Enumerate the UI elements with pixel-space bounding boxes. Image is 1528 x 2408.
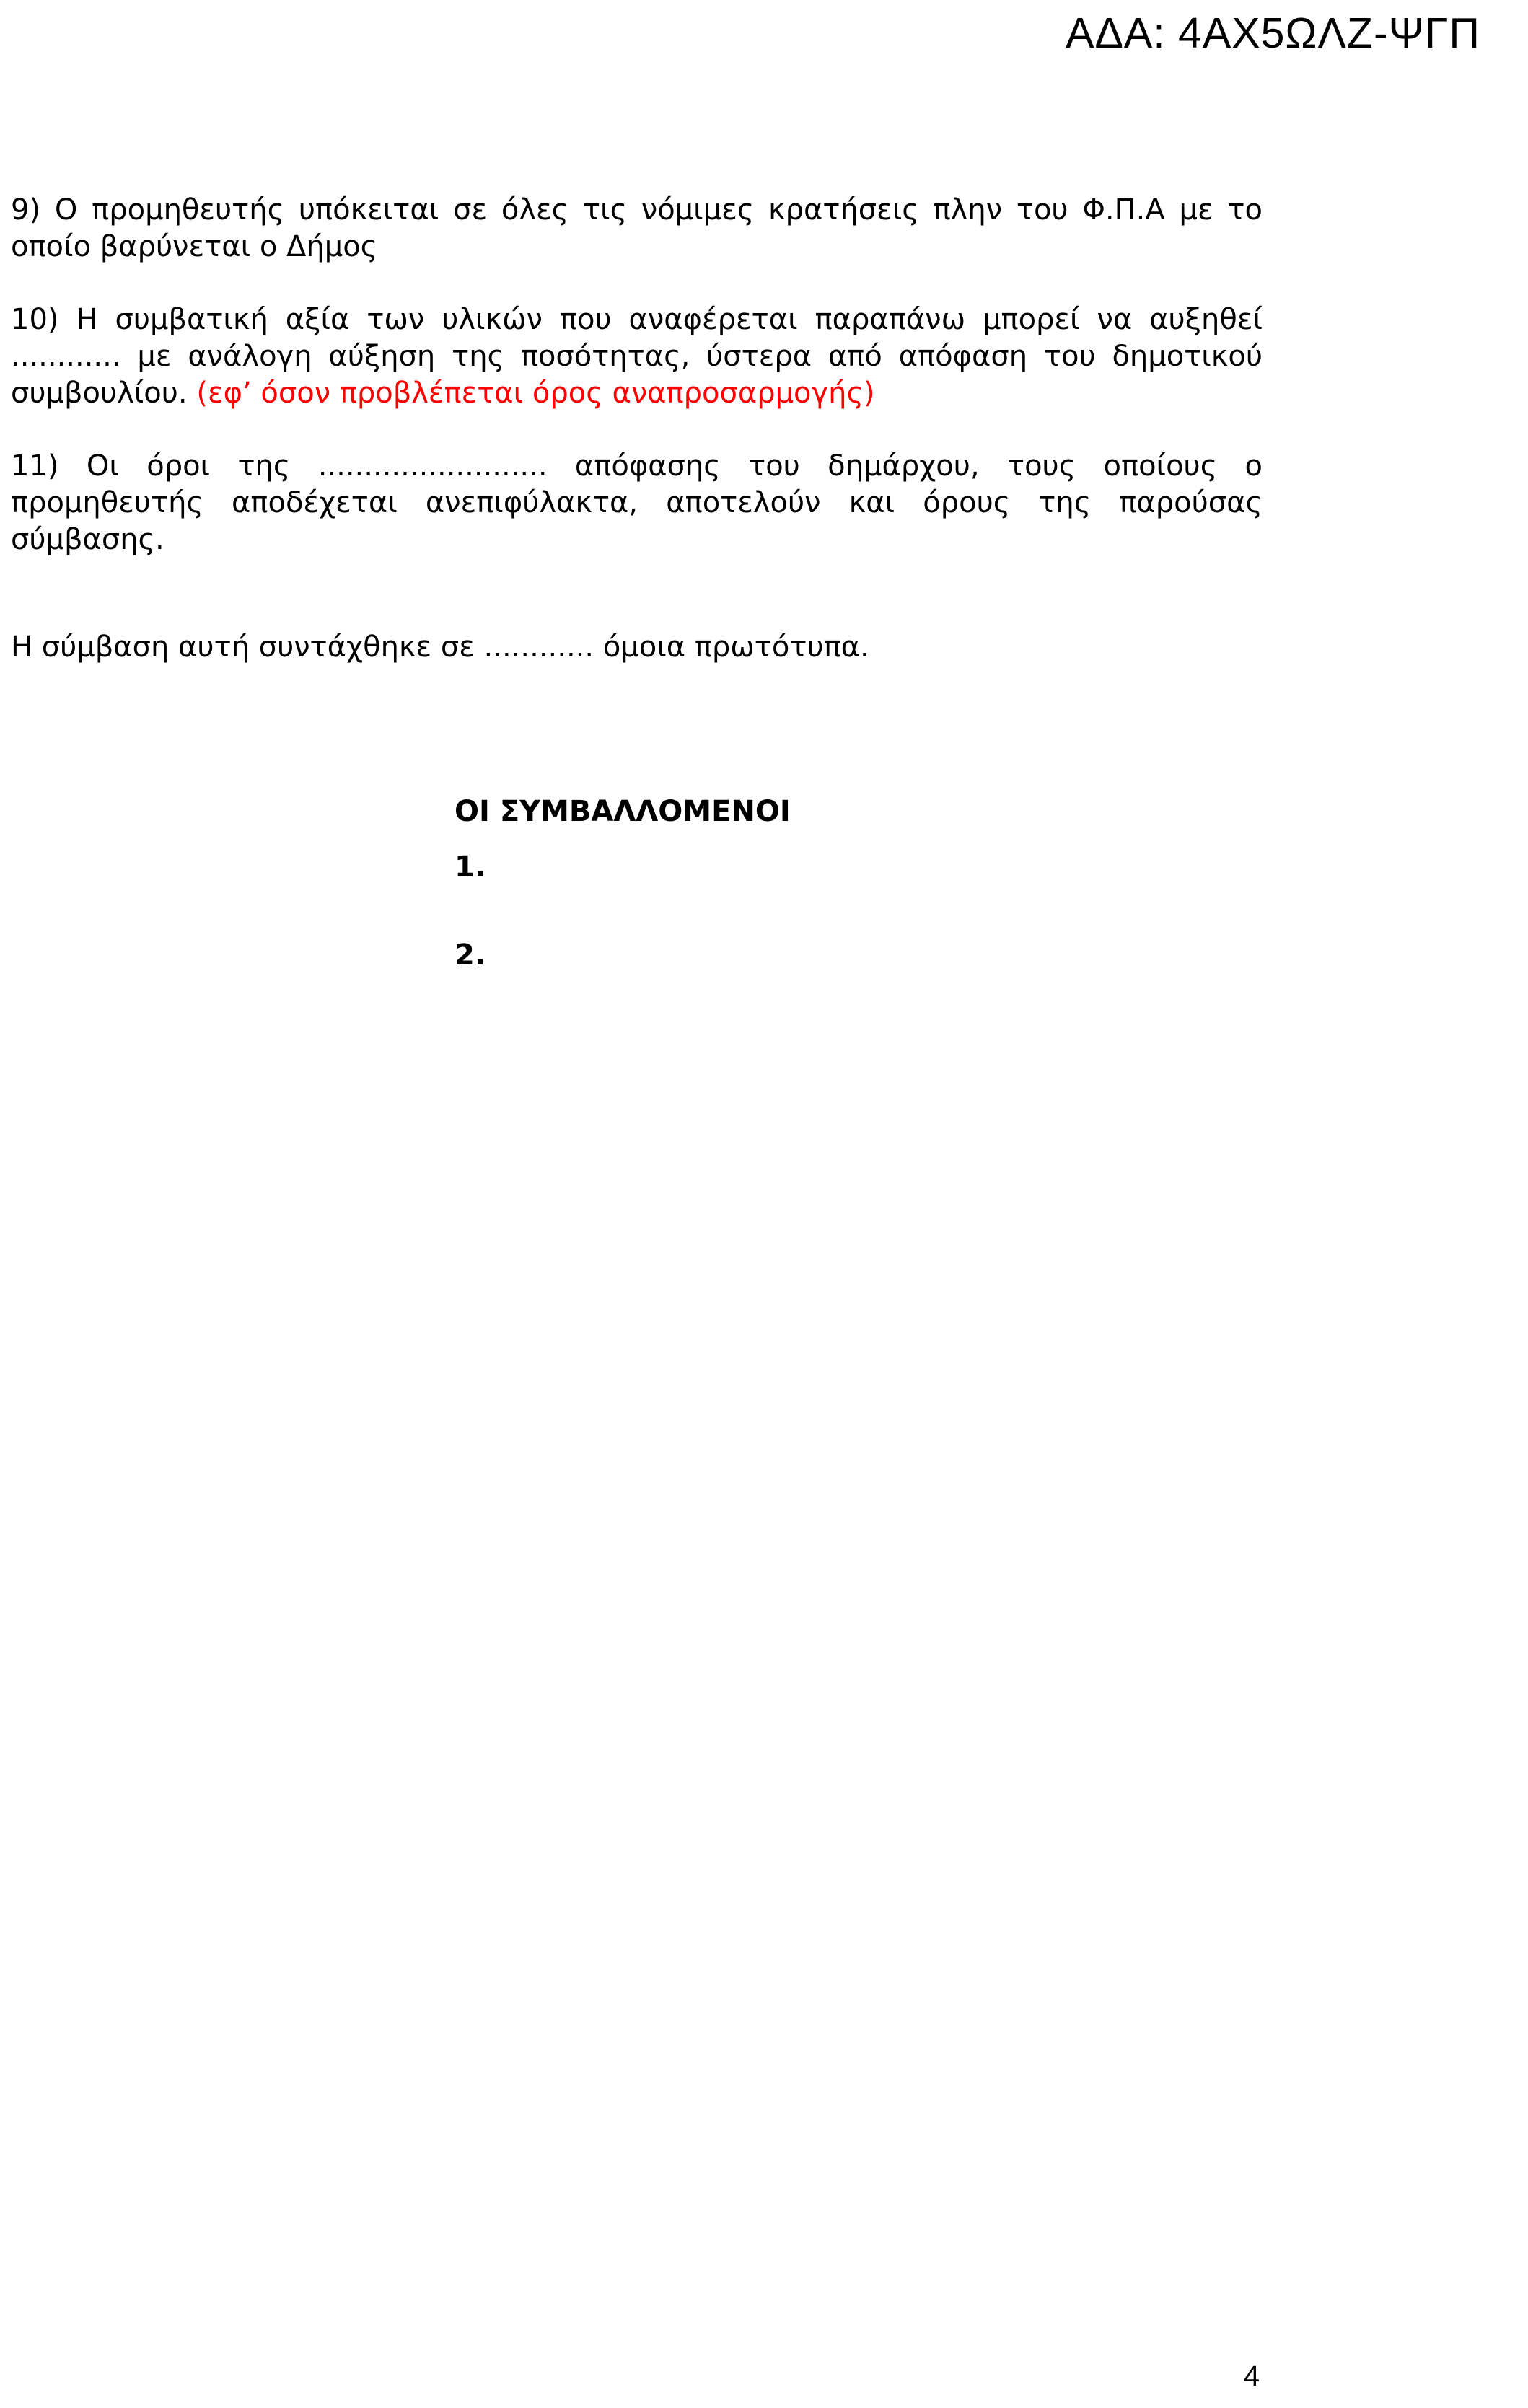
closing-statement: Η σύμβαση αυτή συντάχθηκε σε ............ όμοια πρωτότυπα.: [11, 630, 869, 664]
signers-title: ΟΙ ΣΥΜΒΑΛΛΟΜΕΝΟΙ: [455, 795, 791, 828]
clause-11: 11) Οι όροι της ......................... απόφασης του δημάρχου, τους οποίους ο προμηθευτής αποδέχεται ανεπιφύλακτα, αποτελούν και όρους της παρούσας σύμβασης.: [11, 449, 1263, 556]
spacer: [11, 412, 1263, 448]
spacer: [11, 265, 1263, 302]
clause-10-note: (εφ’ όσον προβλέπεται όρος αναπροσαρμογής): [196, 377, 875, 410]
signer-1: 1.: [455, 851, 486, 884]
document-body: [11, 192, 1263, 666]
ada-header: ΑΔΑ: 4ΑΧ5ΩΛΖ-ΨΓΠ: [1066, 9, 1480, 57]
clause-9: 9) Ο προμηθευτής υπόκειται σε όλες τις νόμιμες κρατήσεις πλην του Φ.Π.Α με το οποίο βαρύνεται ο Δήμος: [11, 193, 1263, 263]
signers-block: [455, 794, 791, 972]
signer-2: 2.: [455, 939, 486, 972]
clause-10-text: 10) Η συμβατική αξία των υλικών που αναφέρεται παραπάνω μπορεί να αυξηθεί ............ με ανάλογη αύξηση της ποσότητας, ύστερα από απόφαση του δημοτικού συμβουλίου.: [11, 303, 1263, 410]
clause-10: [11, 302, 1263, 412]
page-number: 4: [1243, 2360, 1260, 2392]
spacer: [11, 558, 1263, 629]
